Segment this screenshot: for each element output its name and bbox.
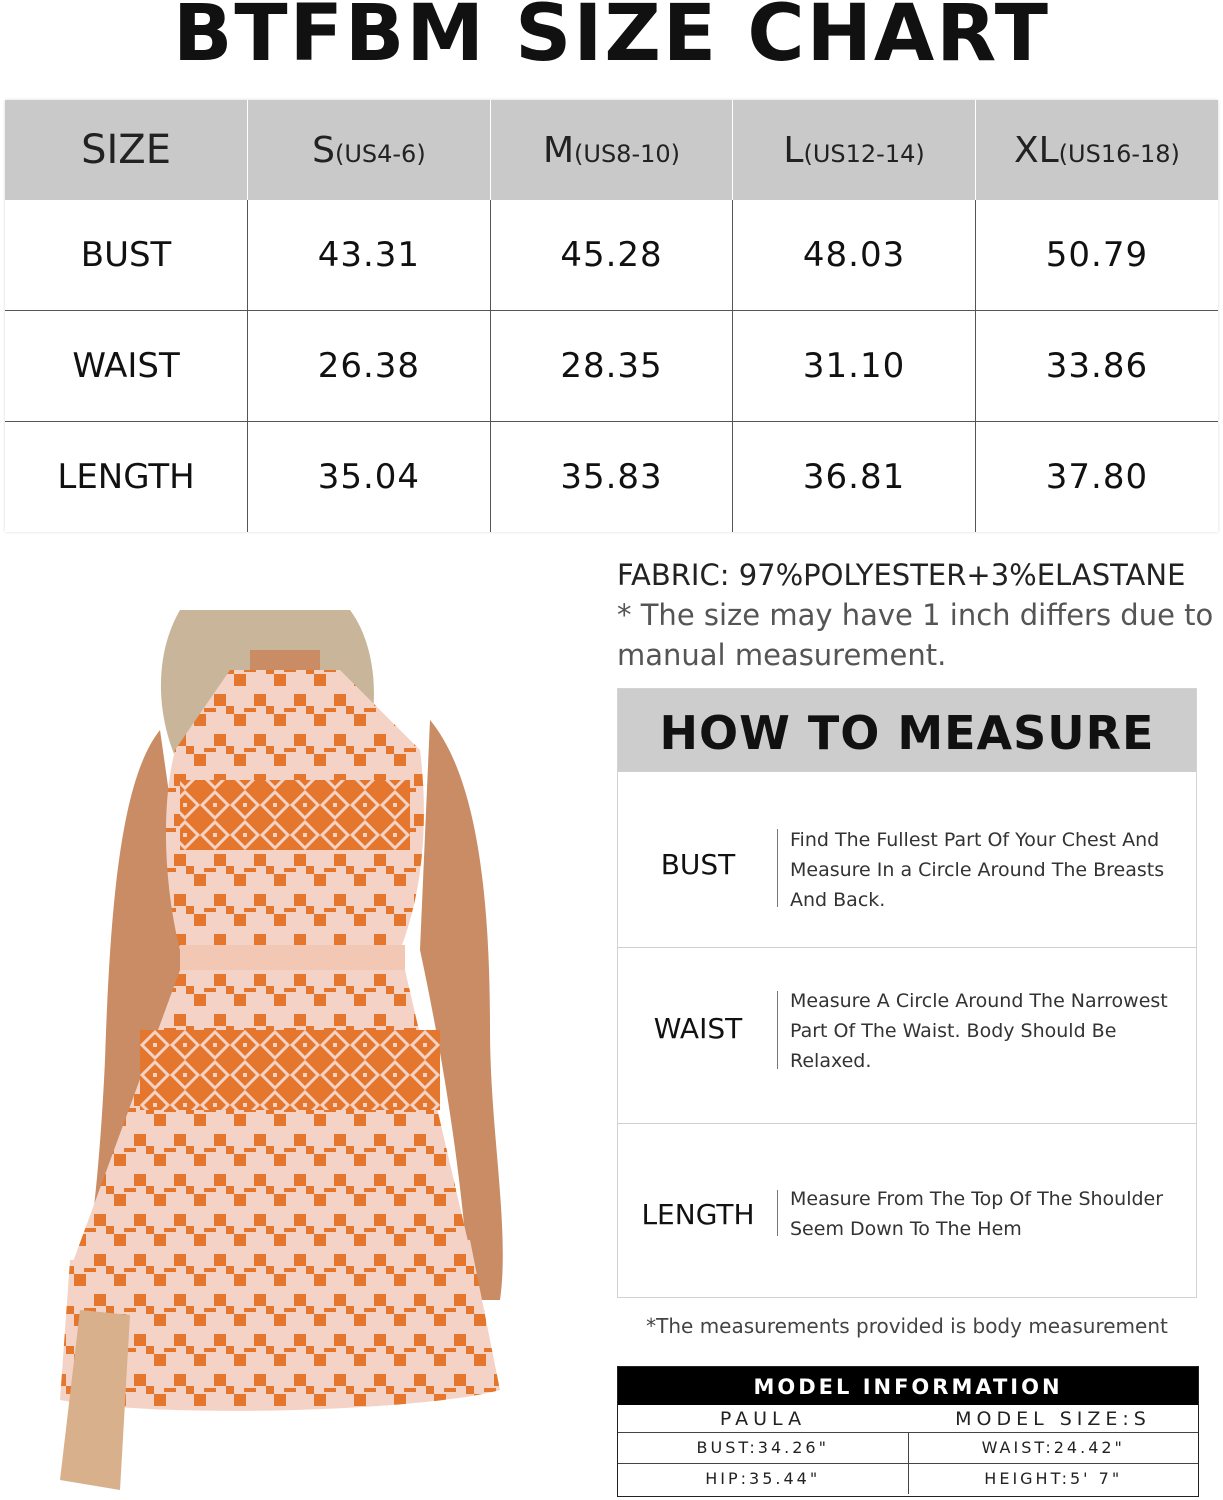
- model-row-bust-waist: [618, 1432, 1198, 1463]
- measure-label: BUST: [660, 848, 736, 881]
- model-name: PAULA: [719, 1408, 807, 1430]
- table-cell: 33.86: [975, 311, 1218, 422]
- size-note: * The size may have 1 inch differs due to manual measurement.: [617, 598, 1214, 672]
- fabric-composition: FABRIC: 97%POLYESTER+3%ELASTANE: [617, 558, 1186, 592]
- header-s: S(US4-6): [248, 100, 491, 200]
- model-waist: WAIST:24.42": [908, 1433, 1199, 1463]
- model-height: HEIGHT:5' 7": [908, 1464, 1199, 1494]
- table-cell: 45.28: [490, 200, 733, 311]
- model-size: MODEL SIZE:S: [955, 1408, 1151, 1430]
- table-cell: 43.31: [248, 200, 491, 311]
- table-cell: 36.81: [733, 422, 976, 533]
- table-row-length: [5, 422, 1218, 533]
- table-row-waist: [5, 311, 1218, 422]
- model-info-title: MODEL INFORMATION: [618, 1367, 1198, 1405]
- row-label: BUST: [5, 200, 248, 311]
- divider: [777, 829, 778, 907]
- divider: [777, 1190, 778, 1236]
- how-to-measure-title: HOW TO MEASURE: [618, 689, 1196, 771]
- measure-description: Find The Fullest Part Of Your Chest And Measure In a Circle Around The Breasts And Back.: [790, 829, 1165, 911]
- model-row-hip-height: [618, 1463, 1198, 1494]
- skirt-band: [140, 1030, 440, 1110]
- model-information-table: [617, 1366, 1199, 1497]
- fabric-info: [617, 555, 1217, 675]
- model-bust: BUST:34.26": [696, 1438, 829, 1457]
- measurement-footnote: *The measurements provided is body measurement: [646, 1314, 1168, 1338]
- table-cell: 37.80: [975, 422, 1218, 533]
- size-header-row: [5, 100, 1218, 200]
- measure-row-length: [618, 1123, 1196, 1298]
- table-cell: 26.38: [248, 311, 491, 422]
- measure-label: WAIST: [653, 1012, 743, 1045]
- size-chart-table: [5, 100, 1218, 532]
- model-photo: [50, 610, 520, 1500]
- dress-belt: [180, 945, 405, 971]
- model-hip: HIP:35.44": [705, 1469, 821, 1488]
- divider: [777, 991, 778, 1069]
- header-xl: XL(US16-18): [975, 100, 1218, 200]
- measure-description: Measure From The Top Of The Shoulder Seem Down To The Hem: [790, 1188, 1164, 1240]
- table-cell: 31.10: [733, 311, 976, 422]
- table-cell: 28.35: [490, 311, 733, 422]
- how-to-measure-panel: [617, 688, 1197, 1298]
- measure-row-bust: [618, 771, 1196, 948]
- header-size: SIZE: [5, 100, 248, 200]
- model-row-name: [618, 1405, 1198, 1432]
- row-label: LENGTH: [57, 457, 195, 497]
- table-row-bust: [5, 200, 1218, 311]
- row-label: WAIST: [5, 311, 248, 422]
- page-title: BTFBM SIZE CHART: [172, 0, 1050, 79]
- measure-label: LENGTH: [641, 1198, 755, 1231]
- table-cell: 48.03: [733, 200, 976, 311]
- header-l: L(US12-14): [733, 100, 976, 200]
- bodice-band: [180, 780, 410, 850]
- table-cell: 35.83: [490, 422, 733, 533]
- table-cell: 35.04: [248, 422, 491, 533]
- measure-row-waist: [618, 947, 1196, 1124]
- header-m: M(US8-10): [490, 100, 733, 200]
- table-cell: 50.79: [975, 200, 1218, 311]
- measure-description: Measure A Circle Around The Narrowest Part Of The Waist. Body Should Be Relaxed.: [790, 990, 1168, 1072]
